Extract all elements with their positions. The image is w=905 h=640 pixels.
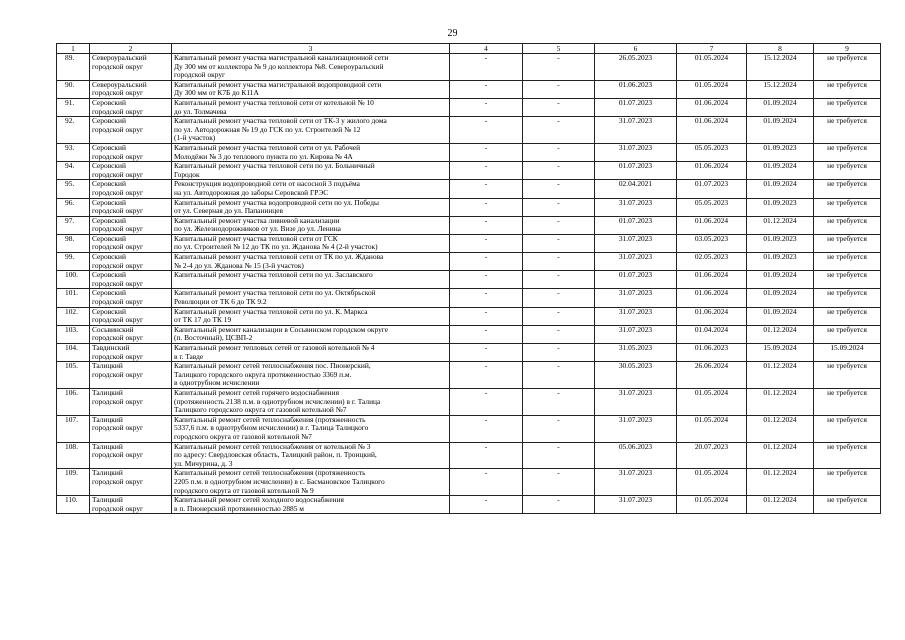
col4-value: - <box>450 289 523 307</box>
row-number: 107. <box>57 415 90 442</box>
municipality: Серовский городской округ <box>90 253 172 271</box>
col4-value: - <box>450 415 523 442</box>
col4-value: - <box>450 344 523 362</box>
col5-value: - <box>523 180 595 198</box>
col9-value: не требуется <box>814 253 881 271</box>
table-row <box>57 198 881 216</box>
municipality: Талицкий городской округ <box>90 496 172 514</box>
col5-value: - <box>523 362 595 389</box>
column-header-7: 7 <box>677 44 747 54</box>
col9-value: не требуется <box>814 234 881 252</box>
municipality: Серовский городской округ <box>90 271 172 289</box>
col6-date: 31.07.2023 <box>595 234 677 252</box>
col8-date: 15.12.2024 <box>747 54 814 81</box>
row-number: 99. <box>57 253 90 271</box>
col8-date: 01.09.2024 <box>747 180 814 198</box>
col9-value: не требуется <box>814 98 881 116</box>
col9-value: не требуется <box>814 80 881 98</box>
column-header-9: 9 <box>814 44 881 54</box>
table-row <box>57 415 881 442</box>
municipality: Североуральский городской округ <box>90 80 172 98</box>
work-description: Капитальный ремонт участка тепловой сети от ТК-3 у жилого дома по ул. Автодорожная № 19 до ГСК по ул. Строителей № 12 (1-й участок) <box>172 117 450 144</box>
col6-date: 31.07.2023 <box>595 415 677 442</box>
col9-value: не требуется <box>814 162 881 180</box>
col8-date: 01.12.2024 <box>747 388 814 415</box>
col8-date: 01.12.2024 <box>747 216 814 234</box>
col6-date: 31.07.2023 <box>595 388 677 415</box>
table-row <box>57 216 881 234</box>
col9-value: не требуется <box>814 442 881 469</box>
col4-value: - <box>450 469 523 496</box>
municipality: Тавдинский городской округ <box>90 344 172 362</box>
row-number: 105. <box>57 362 90 389</box>
col9-value: не требуется <box>814 362 881 389</box>
col8-date: 01.09.2024 <box>747 98 814 116</box>
municipality: Серовский городской округ <box>90 289 172 307</box>
col8-date: 01.09.2024 <box>747 271 814 289</box>
col7-date: 01.05.2024 <box>677 469 747 496</box>
col7-date: 01.04.2024 <box>677 325 747 343</box>
col5-value: - <box>523 198 595 216</box>
col4-value: - <box>450 253 523 271</box>
municipality: Серовский городской округ <box>90 162 172 180</box>
col9-value: не требуется <box>814 271 881 289</box>
work-description: Капитальный ремонт сетей теплоснабжения от котельной № 3 по адресу: Свердловская область, Талицкий район, п. Троицкий, ул. Мичурина, д. 3 <box>172 442 450 469</box>
col5-value: - <box>523 496 595 514</box>
col6-date: 05.06.2023 <box>595 442 677 469</box>
col7-date: 01.05.2024 <box>677 415 747 442</box>
column-header-8: 8 <box>747 44 814 54</box>
work-description: Капитальный ремонт сетей горячего водоснабжения (протяженность 2138 п.м. в однотрубном исчислении) в г. Талица Талицкого городского округа от газовой котельной №7 <box>172 388 450 415</box>
col4-value: - <box>450 271 523 289</box>
col7-date: 01.05.2024 <box>677 80 747 98</box>
column-header-6: 6 <box>595 44 677 54</box>
municipality: Серовский городской округ <box>90 98 172 116</box>
col4-value: - <box>450 180 523 198</box>
row-number: 110. <box>57 496 90 514</box>
col8-date: 01.09.2023 <box>747 143 814 161</box>
col7-date: 01.05.2024 <box>677 54 747 81</box>
table-row <box>57 307 881 325</box>
row-number: 102. <box>57 307 90 325</box>
col6-date: 31.05.2023 <box>595 344 677 362</box>
row-number: 101. <box>57 289 90 307</box>
table-row <box>57 442 881 469</box>
table-row <box>57 143 881 161</box>
col7-date: 05.05.2023 <box>677 198 747 216</box>
col4-value: - <box>450 80 523 98</box>
col9-value: не требуется <box>814 325 881 343</box>
col5-value: - <box>523 80 595 98</box>
col7-date: 01.06.2024 <box>677 162 747 180</box>
col7-date: 02.05.2023 <box>677 253 747 271</box>
column-header-2: 2 <box>90 44 172 54</box>
col7-date: 01.05.2024 <box>677 496 747 514</box>
col4-value: - <box>450 216 523 234</box>
municipality: Талицкий городской округ <box>90 442 172 469</box>
col4-value: - <box>450 362 523 389</box>
table-row <box>57 344 881 362</box>
col6-date: 31.07.2023 <box>595 469 677 496</box>
col5-value: - <box>523 98 595 116</box>
work-description: Капитальный ремонт участка магистральной водопроводной сети Ду 300 мм от К7Б до К11А <box>172 80 450 98</box>
work-description: Капитальный ремонт тепловых сетей от газовой котельной № 4 в г. Тавде <box>172 344 450 362</box>
municipality: Серовский городской округ <box>90 180 172 198</box>
col5-value: - <box>523 143 595 161</box>
col9-value: не требуется <box>814 307 881 325</box>
col6-date: 26.05.2023 <box>595 54 677 81</box>
col7-date: 05.05.2023 <box>677 143 747 161</box>
work-description: Капитальный ремонт сетей теплоснабжения пос. Пионерский, Талицкого городского округа протяженностью 3369 п.м. в однотрубном исчислении <box>172 362 450 389</box>
col8-date: 01.12.2024 <box>747 415 814 442</box>
col7-date: 01.06.2024 <box>677 271 747 289</box>
col4-value: - <box>450 162 523 180</box>
col9-value: 15.09.2024 <box>814 344 881 362</box>
col7-date: 01.06.2024 <box>677 289 747 307</box>
col4-value: - <box>450 325 523 343</box>
table-row <box>57 253 881 271</box>
col9-value: не требуется <box>814 469 881 496</box>
col8-date: 01.12.2024 <box>747 469 814 496</box>
row-number: 104. <box>57 344 90 362</box>
col8-date: 01.09.2024 <box>747 162 814 180</box>
col5-value: - <box>523 117 595 144</box>
work-description: Капитальный ремонт участка тепловой сети по ул. К. Маркса от ТК 17 до ТК 19 <box>172 307 450 325</box>
work-description: Капитальный ремонт сетей теплоснабжения (протяженность 5337,6 п.м. в однотрубном исчислении) в г. Талица Талицкого городского округа от газовой котельной №7 <box>172 415 450 442</box>
table-row <box>57 117 881 144</box>
row-number: 100. <box>57 271 90 289</box>
works-table <box>56 43 881 514</box>
municipality: Талицкий городской округ <box>90 415 172 442</box>
row-number: 92. <box>57 117 90 144</box>
col6-date: 31.07.2023 <box>595 325 677 343</box>
work-description: Капитальный ремонт участка тепловой сети от ТК по ул. Жданова № 2-4 до ул. Жданова № 15 (3-й участок) <box>172 253 450 271</box>
table-row <box>57 469 881 496</box>
col7-date: 01.06.2024 <box>677 307 747 325</box>
municipality: Серовский городской округ <box>90 143 172 161</box>
table-row <box>57 289 881 307</box>
col8-date: 01.09.2023 <box>747 253 814 271</box>
table-row <box>57 98 881 116</box>
col4-value: - <box>450 442 523 469</box>
col5-value: - <box>523 234 595 252</box>
table-row <box>57 362 881 389</box>
row-number: 96. <box>57 198 90 216</box>
col6-date: 31.07.2023 <box>595 496 677 514</box>
col4-value: - <box>450 307 523 325</box>
col9-value: не требуется <box>814 496 881 514</box>
row-number: 103. <box>57 325 90 343</box>
municipality: Серовский городской округ <box>90 198 172 216</box>
col9-value: не требуется <box>814 289 881 307</box>
row-number: 89. <box>57 54 90 81</box>
work-description: Капитальный ремонт участка водопроводной сети по ул. Победы от ул. Северная до ул. Папанинцев <box>172 198 450 216</box>
col8-date: 01.09.2024 <box>747 307 814 325</box>
row-number: 98. <box>57 234 90 252</box>
col6-date: 02.04.2021 <box>595 180 677 198</box>
col9-value: не требуется <box>814 198 881 216</box>
col4-value: - <box>450 496 523 514</box>
col5-value: - <box>523 307 595 325</box>
col8-date: 15.12.2024 <box>747 80 814 98</box>
row-number: 95. <box>57 180 90 198</box>
col6-date: 31.07.2023 <box>595 307 677 325</box>
col7-date: 03.05.2023 <box>677 234 747 252</box>
col6-date: 01.07.2023 <box>595 162 677 180</box>
row-number: 93. <box>57 143 90 161</box>
row-number: 109. <box>57 469 90 496</box>
municipality: Сосьвинский городской округ <box>90 325 172 343</box>
col7-date: 01.07.2023 <box>677 180 747 198</box>
column-header-5: 5 <box>523 44 595 54</box>
work-description: Капитальный ремонт участка тепловой сети по ул. Больничный Городок <box>172 162 450 180</box>
col6-date: 01.06.2023 <box>595 80 677 98</box>
col7-date: 01.06.2024 <box>677 98 747 116</box>
row-number: 106. <box>57 388 90 415</box>
col9-value: не требуется <box>814 216 881 234</box>
row-number: 108. <box>57 442 90 469</box>
col4-value: - <box>450 143 523 161</box>
row-number: 94. <box>57 162 90 180</box>
col9-value: не требуется <box>814 54 881 81</box>
col5-value: - <box>523 289 595 307</box>
table-row <box>57 54 881 81</box>
col7-date: 01.06.2024 <box>677 117 747 144</box>
work-description: Капитальный ремонт сетей теплоснабжения (протяженность 2205 п.м. в однотрубном исчислении) в с. Басмановское Талицкого городского округа от газовой котельной № 9 <box>172 469 450 496</box>
col5-value: - <box>523 344 595 362</box>
col9-value: не требуется <box>814 388 881 415</box>
col8-date: 01.09.2023 <box>747 198 814 216</box>
col5-value: - <box>523 162 595 180</box>
municipality: Талицкий городской округ <box>90 469 172 496</box>
work-description: Капитальный ремонт участка тепловой сети по ул. Заславского <box>172 271 450 289</box>
col7-date: 26.06.2024 <box>677 362 747 389</box>
col8-date: 01.09.2024 <box>747 289 814 307</box>
col8-date: 01.09.2024 <box>747 117 814 144</box>
table-body <box>57 54 881 514</box>
col8-date: 01.12.2024 <box>747 442 814 469</box>
col8-date: 01.09.2023 <box>747 234 814 252</box>
col8-date: 01.12.2024 <box>747 325 814 343</box>
col5-value: - <box>523 271 595 289</box>
column-header-4: 4 <box>450 44 523 54</box>
page-number: 29 <box>447 28 458 39</box>
municipality: Серовский городской округ <box>90 234 172 252</box>
column-number-row <box>57 44 881 54</box>
work-description: Капитальный ремонт участка ливневой канализации по ул. Железнодорожников от ул. Визе до ул. Ленина <box>172 216 450 234</box>
table-row <box>57 271 881 289</box>
col5-value: - <box>523 415 595 442</box>
col5-value: - <box>523 216 595 234</box>
col5-value: - <box>523 54 595 81</box>
col7-date: 01.06.2023 <box>677 344 747 362</box>
municipality: Серовский городской округ <box>90 216 172 234</box>
table-row <box>57 325 881 343</box>
column-header-1: 1 <box>57 44 90 54</box>
municipality: Талицкий городской округ <box>90 362 172 389</box>
col4-value: - <box>450 117 523 144</box>
col4-value: - <box>450 234 523 252</box>
table-row <box>57 162 881 180</box>
table-row <box>57 80 881 98</box>
col6-date: 31.07.2023 <box>595 117 677 144</box>
col6-date: 01.07.2023 <box>595 98 677 116</box>
col8-date: 01.12.2024 <box>747 362 814 389</box>
municipality: Талицкий городской округ <box>90 388 172 415</box>
work-description: Капитальный ремонт участка магистральной канализационной сети Ду 300 мм от коллектора № 9 до коллектора №8. Североуральский городской округ <box>172 54 450 81</box>
work-description: Капитальный ремонт участка тепловой сети от ГСК по ул. Строителей № 12 до ТК по ул. Жданова № 4 (2-й участок) <box>172 234 450 252</box>
col9-value: не требуется <box>814 415 881 442</box>
col9-value: не требуется <box>814 143 881 161</box>
col5-value: - <box>523 388 595 415</box>
col5-value: - <box>523 253 595 271</box>
col5-value: - <box>523 325 595 343</box>
col7-date: 01.05.2024 <box>677 388 747 415</box>
col7-date: 01.06.2024 <box>677 216 747 234</box>
work-description: Капитальный ремонт участка тепловой сети от ул. Рабочей Молодёжи № 3 до теплового пункта по ул. Кирова № 4А <box>172 143 450 161</box>
col4-value: - <box>450 54 523 81</box>
col5-value: - <box>523 469 595 496</box>
col8-date: 15.09.2024 <box>747 344 814 362</box>
municipality: Серовский городской округ <box>90 117 172 144</box>
work-description: Реконструкция водопроводной сети от насосной 3 подъёма на ул. Автодорожная до заборы Серовской ГРЭС <box>172 180 450 198</box>
col4-value: - <box>450 98 523 116</box>
table-row <box>57 234 881 252</box>
col4-value: - <box>450 388 523 415</box>
work-description: Капитальный ремонт участка тепловой сети от котельной № 10 до ул. Толмачева <box>172 98 450 116</box>
column-header-3: 3 <box>172 44 450 54</box>
col6-date: 31.07.2023 <box>595 253 677 271</box>
col6-date: 31.07.2023 <box>595 143 677 161</box>
col6-date: 31.07.2023 <box>595 198 677 216</box>
table-row <box>57 180 881 198</box>
municipality: Серовский городской округ <box>90 307 172 325</box>
col9-value: не требуется <box>814 180 881 198</box>
work-description: Капитальный ремонт сетей холодного водоснабжения в п. Пионерский протяженностью 2885 м <box>172 496 450 514</box>
municipality: Североуральский городской округ <box>90 54 172 81</box>
table-row <box>57 388 881 415</box>
col6-date: 01.07.2023 <box>595 216 677 234</box>
col5-value: - <box>523 442 595 469</box>
col8-date: 01.12.2024 <box>747 496 814 514</box>
table-row <box>57 496 881 514</box>
col7-date: 20.07.2023 <box>677 442 747 469</box>
col9-value: не требуется <box>814 117 881 144</box>
row-number: 97. <box>57 216 90 234</box>
col4-value: - <box>450 198 523 216</box>
work-description: Капитальный ремонт участка тепловой сети по ул. Октябрьской Революции от ТК 6 до ТК 9.2 <box>172 289 450 307</box>
row-number: 90. <box>57 80 90 98</box>
col6-date: 30.05.2023 <box>595 362 677 389</box>
col6-date: 31.07.2023 <box>595 289 677 307</box>
work-description: Капитальный ремонт канализации в Сосьвинском городском округе (п. Восточный), ЦСВП-2 <box>172 325 450 343</box>
row-number: 91. <box>57 98 90 116</box>
col6-date: 01.07.2023 <box>595 271 677 289</box>
